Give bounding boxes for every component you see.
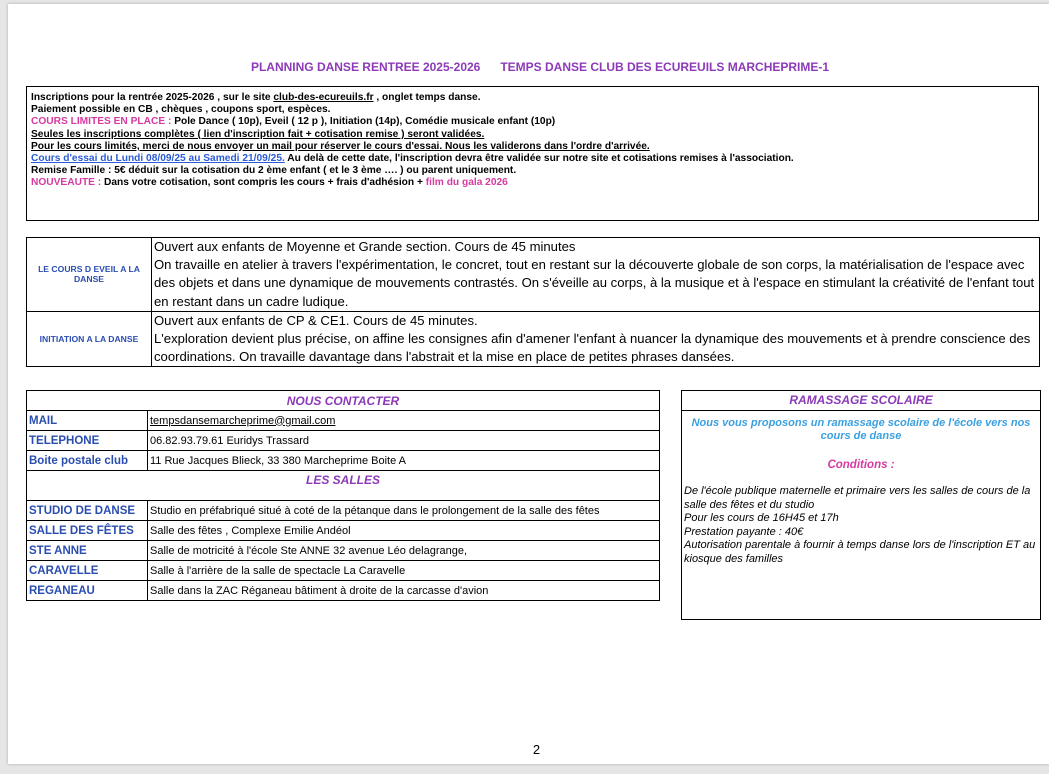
school-pickup-pitch: Nous vous proposons un ramassage scolaire de l'école vers nos cours de danse bbox=[691, 417, 1031, 442]
course-label: LE COURS D EVEIL A LA DANSE bbox=[27, 238, 152, 312]
salle-row bbox=[27, 581, 660, 601]
contact-key: Boite postale club bbox=[27, 451, 148, 471]
salle-key: CARAVELLE bbox=[27, 561, 148, 581]
info-line-6: Cours d'essai du Lundi 08/09/25 au Samedi 21/09/25. Au delà de cette date, l'inscription devra être validée sur notre site et cotisations remises à l'association. bbox=[31, 153, 794, 165]
contact-value: 06.82.93.79.61 Euridys Trassard bbox=[148, 431, 660, 451]
course-row-initiation bbox=[27, 311, 1040, 367]
conditions-heading: Conditions : bbox=[827, 459, 895, 471]
contact-row-postbox bbox=[27, 451, 660, 471]
contact-key: TELEPHONE bbox=[27, 431, 148, 451]
conditions-text: De l'école publique maternelle et primaire vers les salles de cours de la salle des fêtes et du studio Pour les cours de 16H45 et 17h Prestation payante : 40€ Autorisation parentale à fournir à temps danse lors de l'inscription ET au kiosque des familles bbox=[684, 485, 1036, 565]
contact-key: MAIL bbox=[27, 411, 148, 431]
contact-row-mail bbox=[27, 411, 660, 431]
salle-value: Salle dans la ZAC Réganeau bâtiment à droite de la carcasse d'avion bbox=[148, 581, 660, 601]
info-line-7: Remise Famille : 5€ déduit sur la cotisation du 2 ème enfant ( et le 3 ème …. ) ou parent uniquement. bbox=[31, 165, 517, 177]
info-line-4: Seules les inscriptions complètes ( lien d'inscription fait + cotisation remise ) seront validées. bbox=[31, 128, 485, 140]
contact-value: 11 Rue Jacques Blieck, 33 380 Marcheprime Boite A bbox=[148, 451, 660, 471]
info-line-5: Pour les cours limités, merci de nous envoyer un mail pour réserver le cours d'essai. Nous les validerons dans l'ordre d'arrivée. bbox=[31, 140, 650, 152]
salle-value: Salle de motricité à l'école Ste ANNE 32 avenue Léo delagrange, bbox=[148, 541, 660, 561]
info-line-3: COURS LIMITES EN PLACE : Pole Dance ( 10p), Eveil ( 12 p ), Initiation (14p), Comédie musicale enfant (10p) bbox=[31, 116, 556, 128]
registration-info-box bbox=[26, 86, 1039, 221]
contact-row-telephone bbox=[27, 431, 660, 451]
page-number: 2 bbox=[532, 742, 541, 757]
courses-table bbox=[26, 237, 1040, 367]
page-title: PLANNING DANSE RENTREE 2025-2026 TEMPS DANSE CLUB DES ECUREUILS MARCHEPRIME-1 bbox=[250, 60, 830, 74]
course-row-eveil bbox=[27, 238, 1040, 312]
salle-row bbox=[27, 541, 660, 561]
contact-table bbox=[26, 390, 660, 601]
club-website-link[interactable]: club-des-ecureuils.fr bbox=[273, 92, 374, 103]
salle-key: STE ANNE bbox=[27, 541, 148, 561]
school-pickup-box bbox=[681, 390, 1041, 620]
school-pickup-header: RAMASSAGE SCOLAIRE bbox=[682, 391, 1040, 411]
salle-key: SALLE DES FÊTES bbox=[27, 521, 148, 541]
info-line-8: NOUVEAUTE : Dans votre cotisation, sont compris les cours + frais d'adhésion + film du gala 2026 bbox=[31, 177, 508, 189]
course-description: Ouvert aux enfants de CP & CE1. Cours de 45 minutes. L'exploration devient plus précise, on affine les consignes afin d'amener l'enfant à nuancer la dynamique des mouvements et à prendre conscience des coordinations. On travaille davantage dans l'abstrait et la mise en place de petites phrases dansées. bbox=[152, 311, 1040, 367]
course-label: INITIATION A LA DANSE bbox=[27, 311, 152, 367]
trial-dates-link[interactable]: Cours d'essai du Lundi 08/09/25 au Samedi 21/09/25. bbox=[31, 153, 285, 165]
salle-row bbox=[27, 521, 660, 541]
contact-header: NOUS CONTACTER bbox=[27, 391, 660, 411]
email-link[interactable]: tempsdansemarcheprime@gmail.com bbox=[148, 411, 660, 431]
salle-value: Salle des fêtes , Complexe Emilie Andéol bbox=[148, 521, 660, 541]
salle-value: Studio en préfabriqué situé à coté de la pétanque dans le prolongement de la salle des fêtes bbox=[148, 501, 660, 521]
salle-value: Salle à l'arrière de la salle de spectacle La Caravelle bbox=[148, 561, 660, 581]
info-line-2: Paiement possible en CB , chèques , coupons sport, espèces. bbox=[31, 104, 331, 116]
course-description: Ouvert aux enfants de Moyenne et Grande section. Cours de 45 minutes On travaille en atelier à travers l'expérimentation, le concret, tout en restant sur la découverte globale de son corps, la matérialisation de l'espace avec des objets et dans une dynamique de mouvements contrastés. On s'éveille au corps, à la musique et à l'espace en stimulant la créativité de l'enfant tout en restant dans un cadre ludique. bbox=[152, 238, 1040, 312]
salles-header: LES SALLES bbox=[27, 471, 660, 501]
salle-key: STUDIO DE DANSE bbox=[27, 501, 148, 521]
salle-key: REGANEAU bbox=[27, 581, 148, 601]
salle-row bbox=[27, 561, 660, 581]
salle-row bbox=[27, 501, 660, 521]
info-line-1: Inscriptions pour la rentrée 2025-2026 , sur le site club-des-ecureuils.fr , onglet temps danse. bbox=[31, 92, 481, 103]
